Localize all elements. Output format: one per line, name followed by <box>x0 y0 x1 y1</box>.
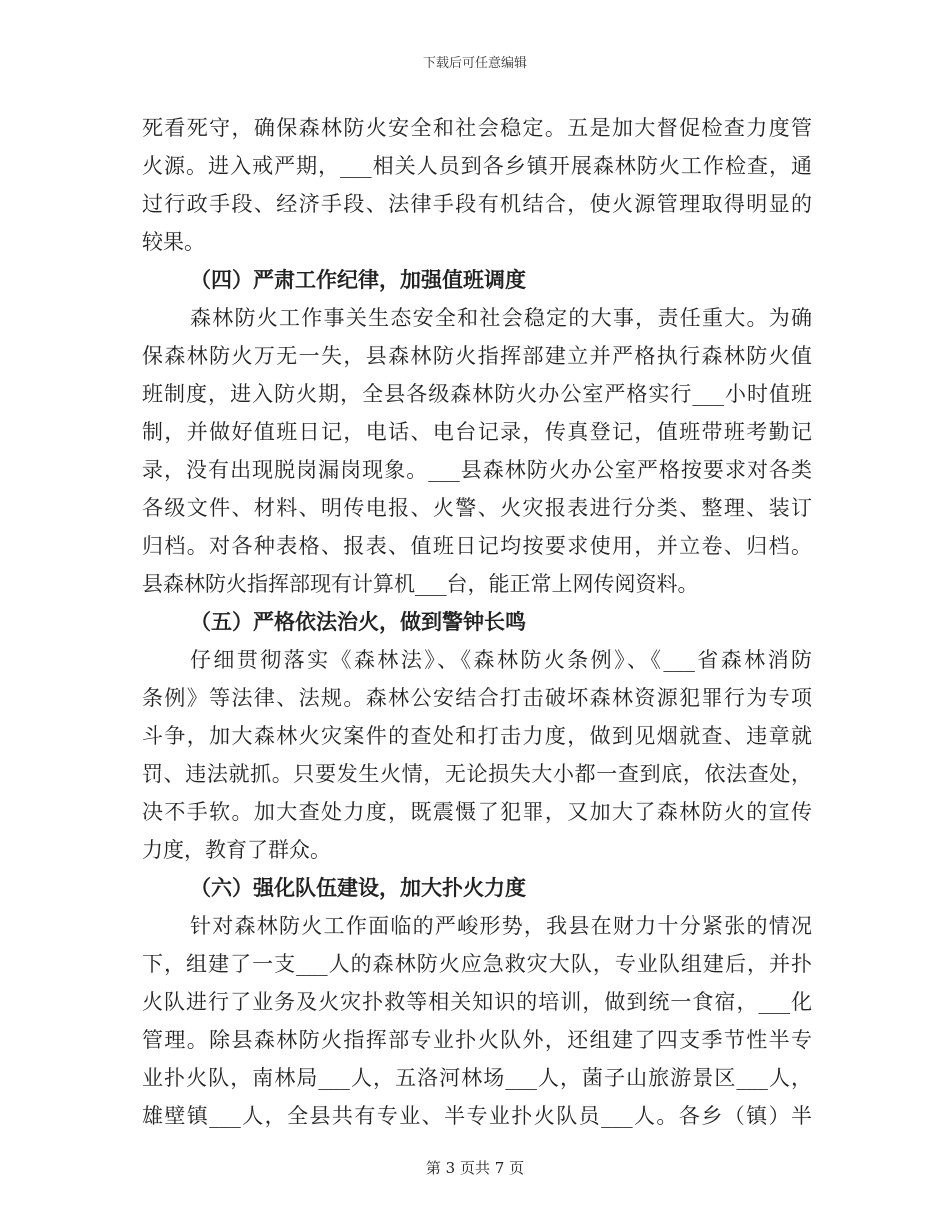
body-line: 班制度，进入防火期，全县各级森林防火办公室严格实行___小时值班 <box>142 382 812 406</box>
body-line: 森林防火工作事关生态安全和社会稳定的大事，责任重大。为确 <box>190 306 812 330</box>
body-line: 管理。除县森林防火指挥部专业扑火队外，还组建了四支季节性半专 <box>142 1028 812 1052</box>
body-line: 录，没有出现脱岗漏岗现象。___县森林防火办公室严格按要求对各类 <box>142 458 812 482</box>
body-line: 雄壁镇___人，全县共有专业、半专业扑火队员___人。各乡（镇）半 <box>142 1104 812 1128</box>
body-line: 下，组建了一支___人的森林防火应急救灾大队，专业队组建后，并扑 <box>142 952 812 976</box>
body-line: 制，并做好值班日记，电话、电台记录，传真登记，值班带班考勤记 <box>142 420 812 444</box>
body-line: 死看死守，确保森林防火安全和社会稳定。五是加大督促检查力度管 <box>142 116 812 140</box>
body-line: 仔细贯彻落实《森林法》、《森林防火条例》、《___省森林消防 <box>190 648 812 672</box>
body-line: 保森林防火万无一失，县森林防火指挥部建立并严格执行森林防火值 <box>142 344 812 368</box>
body-line: 火队进行了业务及火灾扑救等相关知识的培训，做到统一食宿，___化 <box>142 990 812 1014</box>
section-heading: （四）严肃工作纪律，加强值班调度 <box>190 267 526 292</box>
body-line: 斗争，加大森林火灾案件的查处和打击力度，做到见烟就查、违章就 <box>142 724 812 748</box>
body-line: 业扑火队，南林局___人，五洛河林场___人，菌子山旅游景区___人， <box>142 1066 812 1090</box>
body-line: 各级文件、材料、明传电报、火警、火灾报表进行分类、整理、装订 <box>142 496 812 520</box>
body-line: 过行政手段、经济手段、法律手段有机结合，使火源管理取得明显的 <box>142 192 812 216</box>
page-footer: 第 3 页共 7 页 <box>425 1159 525 1177</box>
body-line: 决不手软。加大查处力度，既震慑了犯罪，又加大了森林防火的宣传 <box>142 800 812 824</box>
body-line: 针对森林防火工作面临的严峻形势，我县在财力十分紧张的情况 <box>190 914 812 938</box>
body-line: 县森林防火指挥部现有计算机___台，能正常上网传阅资料。 <box>142 572 699 596</box>
body-line: 条例》等法律、法规。森林公安结合打击破坏森林资源犯罪行为专项 <box>142 686 812 710</box>
section-heading: （六）强化队伍建设，加大扑火力度 <box>190 875 526 900</box>
body-line: 罚、违法就抓。只要发生火情，无论损失大小都一查到底，依法查处， <box>142 762 812 786</box>
page-header: 下载后可任意编辑 <box>422 56 527 71</box>
section-heading: （五）严格依法治火，做到警钟长鸣 <box>190 609 526 634</box>
body-line: 较果。 <box>142 230 205 254</box>
body-line: 火源。进入戒严期，___相关人员到各乡镇开展森林防火工作检查，通 <box>142 154 812 178</box>
body-line: 力度，教育了群众。 <box>142 838 331 862</box>
body-line: 归档。对各种表格、报表、值班日记均按要求使用，并立卷、归档。 <box>142 534 812 558</box>
